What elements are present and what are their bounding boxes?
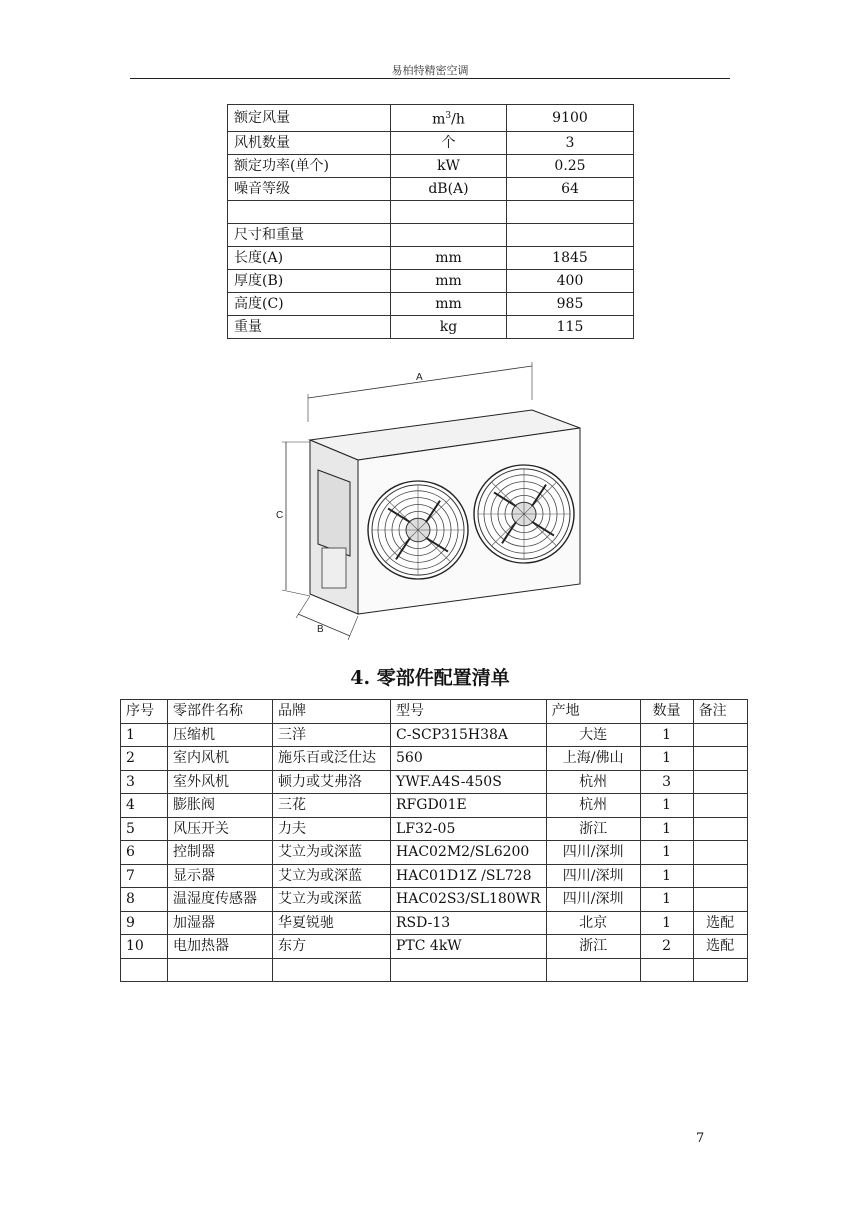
parts-cell	[391, 958, 547, 982]
parts-cell: 三洋	[273, 723, 391, 747]
spec-cell: mm	[391, 292, 507, 315]
parts-cell: HAC02M2/SL6200	[391, 841, 547, 865]
parts-cell	[693, 794, 747, 818]
parts-cell: 东方	[273, 935, 391, 959]
parts-cell: 10	[121, 935, 168, 959]
parts-cell: 四川/深圳	[546, 841, 640, 865]
spec-table	[227, 104, 634, 339]
parts-cell: 风压开关	[168, 817, 273, 841]
parts-cell: 560	[391, 747, 547, 771]
spec-cell	[507, 200, 634, 223]
table-row	[228, 200, 634, 223]
parts-cell: RSD-13	[391, 911, 547, 935]
parts-cell: 1	[640, 888, 693, 912]
parts-cell: 2	[640, 935, 693, 959]
parts-cell	[121, 958, 168, 982]
header-cell: 备注	[693, 700, 747, 724]
parts-cell: 室外风机	[168, 770, 273, 794]
parts-cell: 2	[121, 747, 168, 771]
spec-cell: 重量	[228, 315, 391, 338]
parts-cell: C-SCP315H38A	[391, 723, 547, 747]
spec-cell: 高度(C)	[228, 292, 391, 315]
parts-cell: 8	[121, 888, 168, 912]
parts-cell	[640, 958, 693, 982]
parts-cell: 上海/佛山	[546, 747, 640, 771]
parts-cell: 7	[121, 864, 168, 888]
parts-cell: 力夫	[273, 817, 391, 841]
parts-cell: 四川/深圳	[546, 864, 640, 888]
spec-cell	[507, 223, 634, 246]
header-cell: 数量	[640, 700, 693, 724]
condenser-unit-drawing	[270, 360, 590, 650]
parts-cell: 浙江	[546, 935, 640, 959]
parts-cell	[546, 958, 640, 982]
table-row	[121, 935, 748, 959]
parts-cell	[693, 958, 747, 982]
table-row	[121, 770, 748, 794]
parts-cell: 1	[640, 911, 693, 935]
parts-cell	[693, 770, 747, 794]
table-row	[228, 177, 634, 200]
header-cell: 零部件名称	[168, 700, 273, 724]
table-row	[228, 154, 634, 177]
parts-cell	[693, 841, 747, 865]
parts-cell: 艾立为或深蓝	[273, 864, 391, 888]
parts-cell	[693, 747, 747, 771]
parts-cell: HAC01D1Z /SL728	[391, 864, 547, 888]
spec-cell: 噪音等级	[228, 177, 391, 200]
parts-cell	[693, 723, 747, 747]
table-row	[228, 315, 634, 338]
parts-cell: 控制器	[168, 841, 273, 865]
table-row	[228, 131, 634, 154]
spec-cell: 115	[507, 315, 634, 338]
dimension-a-label: A	[416, 372, 423, 383]
spec-cell: $m^3/h$	[391, 105, 507, 132]
table-row	[228, 269, 634, 292]
parts-cell	[168, 958, 273, 982]
spec-cell: 9100	[507, 105, 634, 132]
parts-cell: 9	[121, 911, 168, 935]
parts-cell: HAC02S3/SL180WR	[391, 888, 547, 912]
spec-cell: 400	[507, 269, 634, 292]
header-cell: 序号	[121, 700, 168, 724]
spec-cell: 985	[507, 292, 634, 315]
parts-cell: 艾立为或深蓝	[273, 888, 391, 912]
spec-cell	[391, 223, 507, 246]
parts-cell: 膨胀阀	[168, 794, 273, 818]
spec-cell: 额定风量	[228, 105, 391, 132]
parts-cell: 1	[640, 841, 693, 865]
parts-cell: 加湿器	[168, 911, 273, 935]
spec-cell: 64	[507, 177, 634, 200]
table-row	[228, 292, 634, 315]
header-divider	[130, 78, 730, 79]
spec-cell: 1845	[507, 246, 634, 269]
parts-cell	[693, 888, 747, 912]
table-row	[121, 723, 748, 747]
parts-cell: YWF.A4S-450S	[391, 770, 547, 794]
table-row	[121, 841, 748, 865]
parts-cell: 1	[640, 817, 693, 841]
parts-cell: 北京	[546, 911, 640, 935]
parts-cell: 杭州	[546, 794, 640, 818]
table-row	[121, 794, 748, 818]
parts-cell: 1	[640, 723, 693, 747]
spec-cell: 额定功率(单个)	[228, 154, 391, 177]
parts-cell: 艾立为或深蓝	[273, 841, 391, 865]
parts-cell: 选配	[693, 935, 747, 959]
parts-cell: 5	[121, 817, 168, 841]
parts-cell: 1	[121, 723, 168, 747]
spec-cell: 风机数量	[228, 131, 391, 154]
parts-table	[120, 699, 748, 982]
parts-cell: 施乐百或泛仕达	[273, 747, 391, 771]
spec-cell: 长度(A)	[228, 246, 391, 269]
table-header-row	[121, 700, 748, 724]
table-row	[121, 864, 748, 888]
table-row	[228, 105, 634, 132]
spec-cell	[391, 200, 507, 223]
parts-cell	[273, 958, 391, 982]
parts-cell: 6	[121, 841, 168, 865]
table-row	[121, 911, 748, 935]
parts-cell: 1	[640, 794, 693, 818]
table-row	[228, 246, 634, 269]
spec-cell: 3	[507, 131, 634, 154]
parts-cell: 浙江	[546, 817, 640, 841]
parts-cell: RFGD01E	[391, 794, 547, 818]
spec-cell: kg	[391, 315, 507, 338]
spec-cell: mm	[391, 269, 507, 292]
parts-cell: 室内风机	[168, 747, 273, 771]
parts-cell: 华夏锐驰	[273, 911, 391, 935]
parts-cell: 选配	[693, 911, 747, 935]
spec-cell	[228, 200, 391, 223]
parts-cell: 1	[640, 747, 693, 771]
parts-cell: 杭州	[546, 770, 640, 794]
spec-cell: dB(A)	[391, 177, 507, 200]
spec-cell: 0.25	[507, 154, 634, 177]
parts-cell	[693, 864, 747, 888]
header-cell: 产地	[546, 700, 640, 724]
page-header: 易柏特精密空调	[391, 64, 469, 77]
section-title: 4. 零部件配置清单	[350, 667, 510, 689]
parts-cell: 电加热器	[168, 935, 273, 959]
header-cell: 品牌	[273, 700, 391, 724]
parts-cell: 温湿度传感器	[168, 888, 273, 912]
page-number: 7	[696, 1131, 705, 1146]
table-row	[121, 747, 748, 771]
parts-cell: 顿力或艾弗洛	[273, 770, 391, 794]
parts-cell: 3	[121, 770, 168, 794]
parts-cell: 显示器	[168, 864, 273, 888]
parts-cell	[693, 817, 747, 841]
parts-cell: 4	[121, 794, 168, 818]
table-row	[228, 223, 634, 246]
spec-cell: 个	[391, 131, 507, 154]
parts-cell: 四川/深圳	[546, 888, 640, 912]
table-row	[121, 958, 748, 982]
dimension-c-label: C	[276, 510, 284, 521]
parts-cell: 三花	[273, 794, 391, 818]
table-row	[121, 817, 748, 841]
parts-cell: PTC 4kW	[391, 935, 547, 959]
spec-cell: 厚度(B)	[228, 269, 391, 292]
spec-cell: 尺寸和重量	[228, 223, 391, 246]
header-cell: 型号	[391, 700, 547, 724]
parts-cell: LF32-05	[391, 817, 547, 841]
parts-cell: 大连	[546, 723, 640, 747]
spec-cell: mm	[391, 246, 507, 269]
parts-cell: 3	[640, 770, 693, 794]
parts-cell: 1	[640, 864, 693, 888]
dimension-b-label: B	[317, 624, 324, 635]
parts-cell: 压缩机	[168, 723, 273, 747]
table-row	[121, 888, 748, 912]
spec-cell: kW	[391, 154, 507, 177]
